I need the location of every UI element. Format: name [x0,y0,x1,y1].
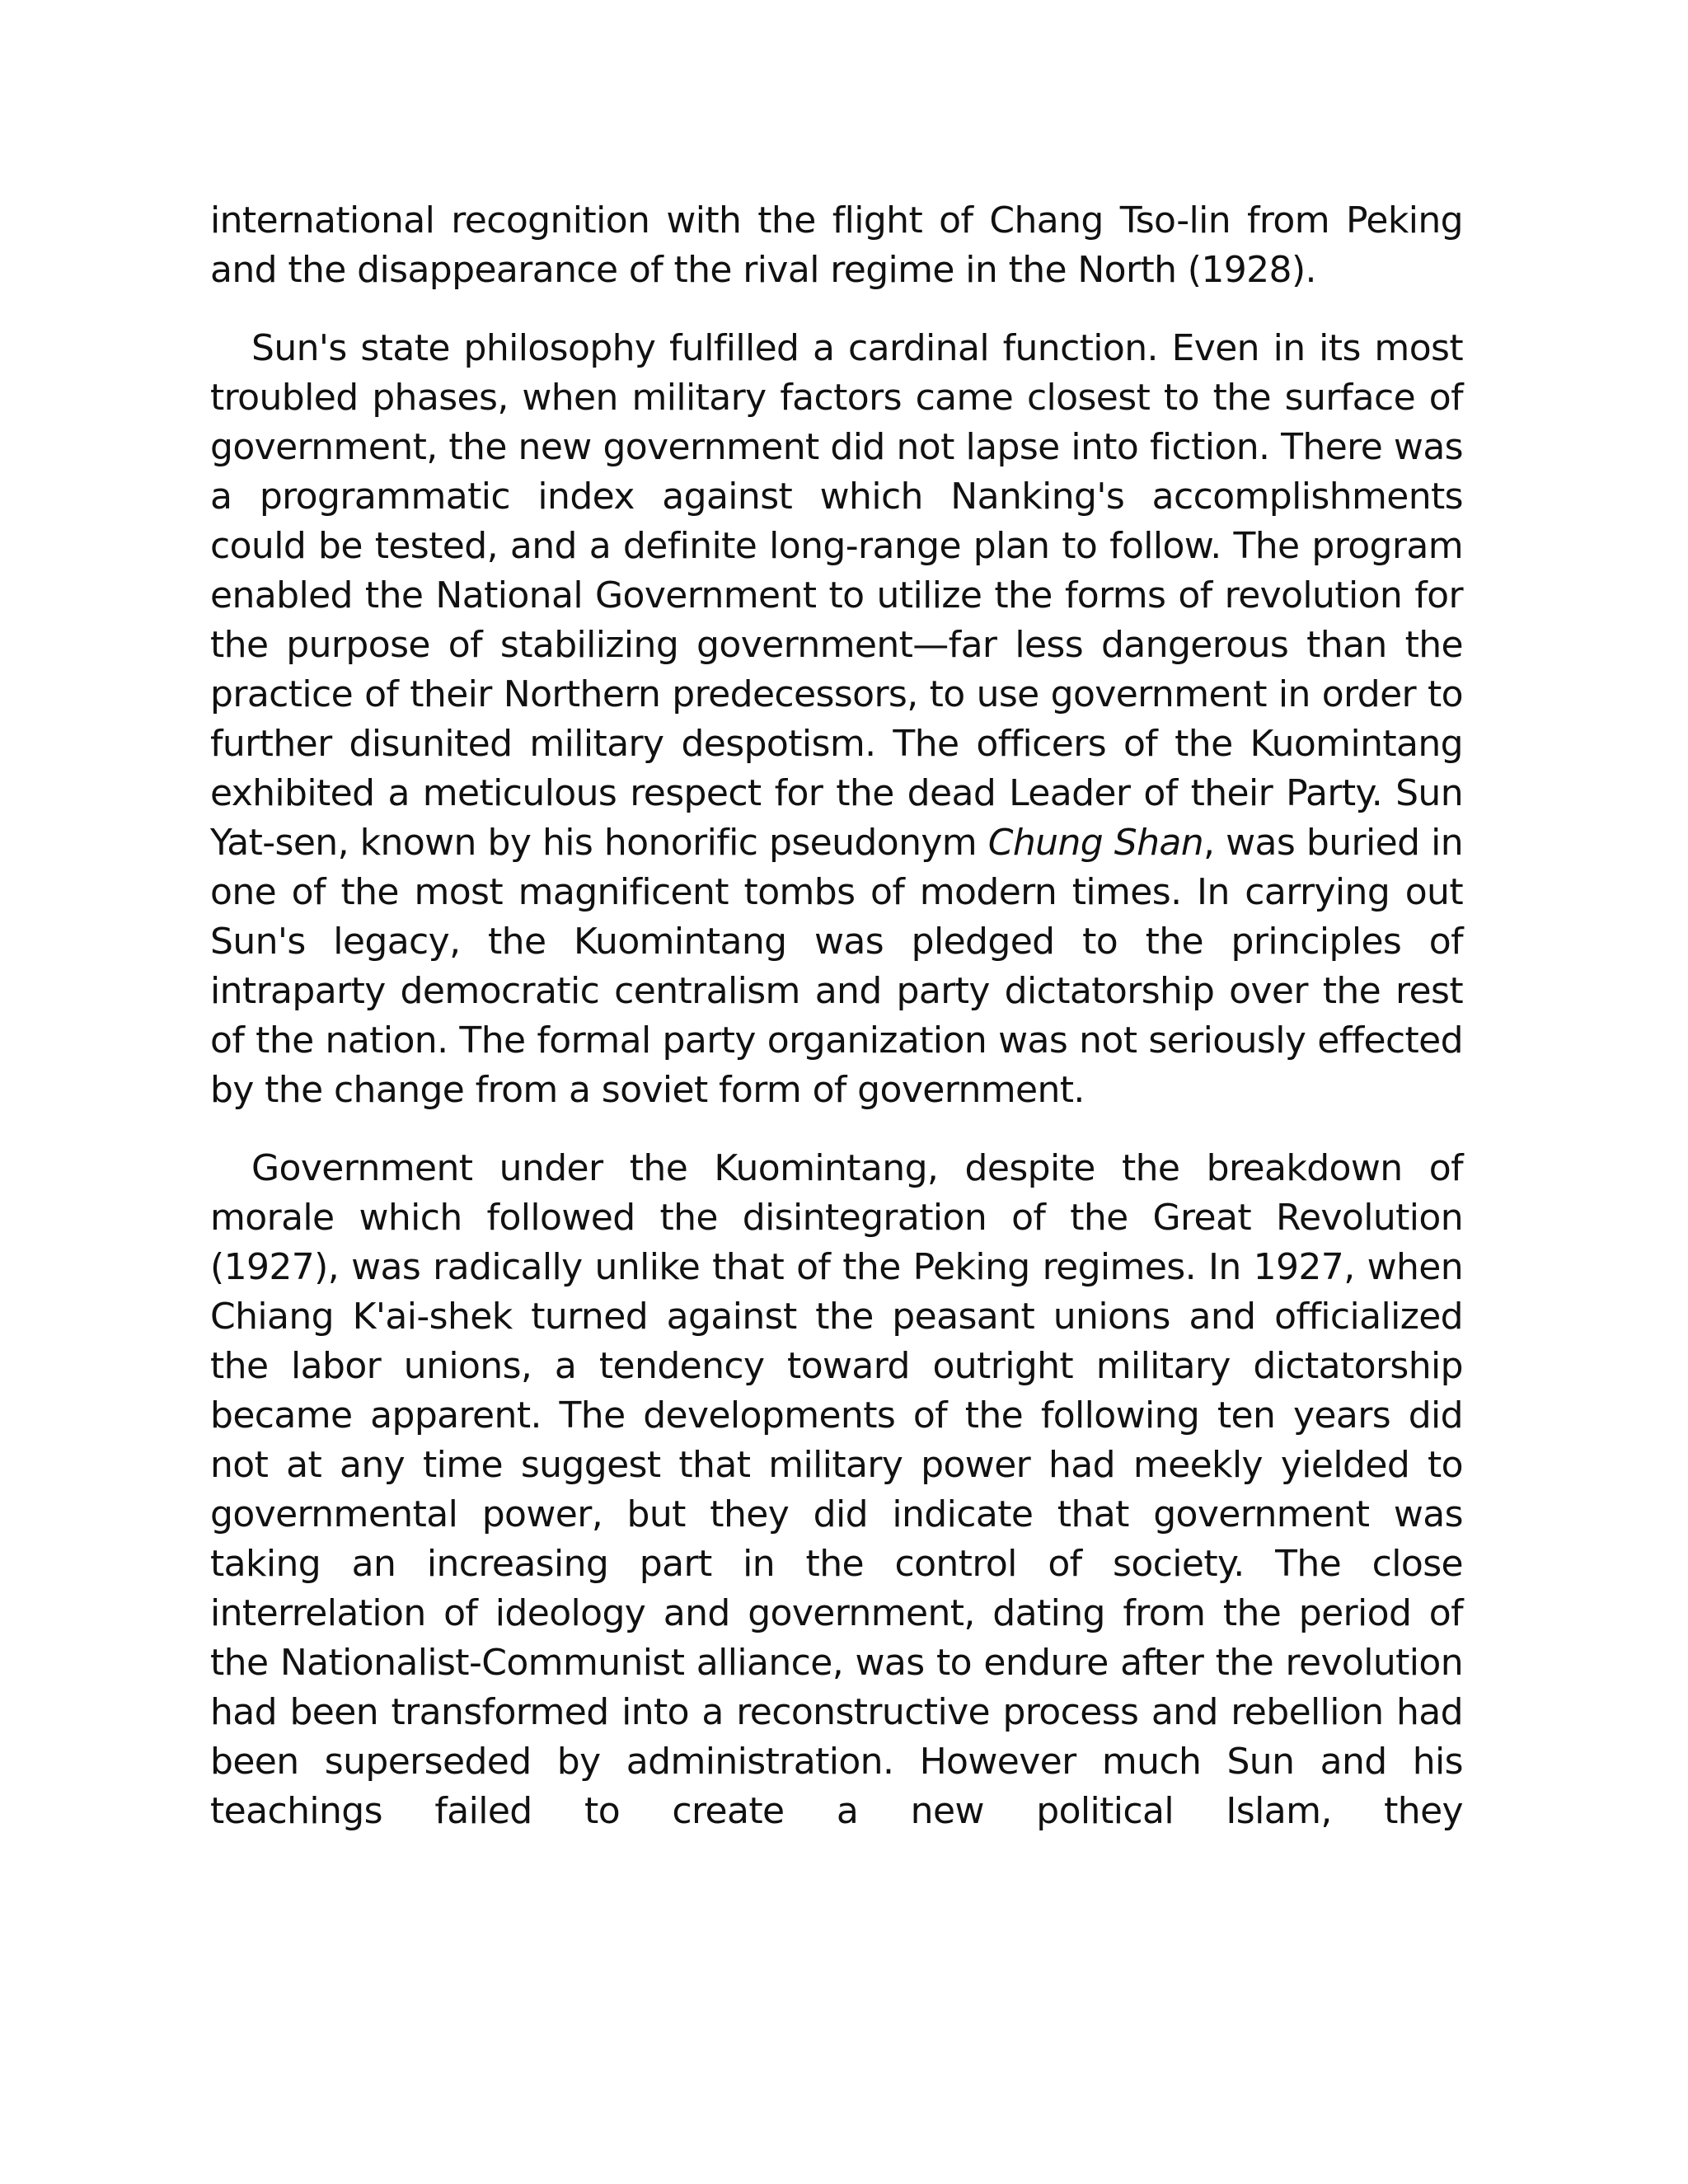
paragraph-1: international recognition with the flight of Chang Tso-lin from Peking and the disappearance of the rival regime in the North (1928). [210,199,1463,291]
paragraph-2 [210,324,1463,1115]
italic-name-chung-shan: Chung Shan [987,822,1204,864]
paragraph-2-text-start: Sun's state philosophy fulfilled a cardinal function. Even in its most troubled phases, when military factors came closest to the surface of government, the new government did not lapse into fiction. There was a programmatic index against which Nanking's accomplishments could be tested, and a definite long-range plan to follow. The program enabled the National Government to utilize the forms of revolution for the purpose of stabilizing government—far less dangerous than the practice of their Northern predecessors, to use government in order to further disunited military despotism. The officers of the Kuomintang exhibited a meticulous respect for the dead Leader of their Party. Sun Yat-sen, known by his honorific pseudonym [210,327,1463,864]
paragraph-3: Government under the Kuomintang, despite the breakdown of morale which followed the disintegration of the Great Revolution (1927), was radically unlike that of the Peking regimes. In 1927, when Chiang K'ai-shek turned against the peasant unions and officialized the labor unions, a tendency toward outright military dictatorship became apparent. The developments of the following ten years did not at any time suggest that military power had meekly yielded to governmental power, but they did indicate that government was taking an increasing part in the control of society. The close interrelation of ideology and government, dating from the period of the Nationalist-Communist alliance, was to endure after the revolution had been transformed into a reconstructive process and rebellion had been superseded by administration. However much Sun and his teachings failed to create a new political Islam, they [210,1147,1463,1832]
body-text [210,196,1463,1836]
paragraph-2-text-end: , was buried in one of the most magnificent tombs of modern times. In carrying out Sun's legacy, the Kuomintang was pledged to the principles of intraparty democratic centralism and party dictatorship over the rest of the nation. The formal party organization was not seriously effected by the change from a soviet form of government. [210,822,1464,1111]
